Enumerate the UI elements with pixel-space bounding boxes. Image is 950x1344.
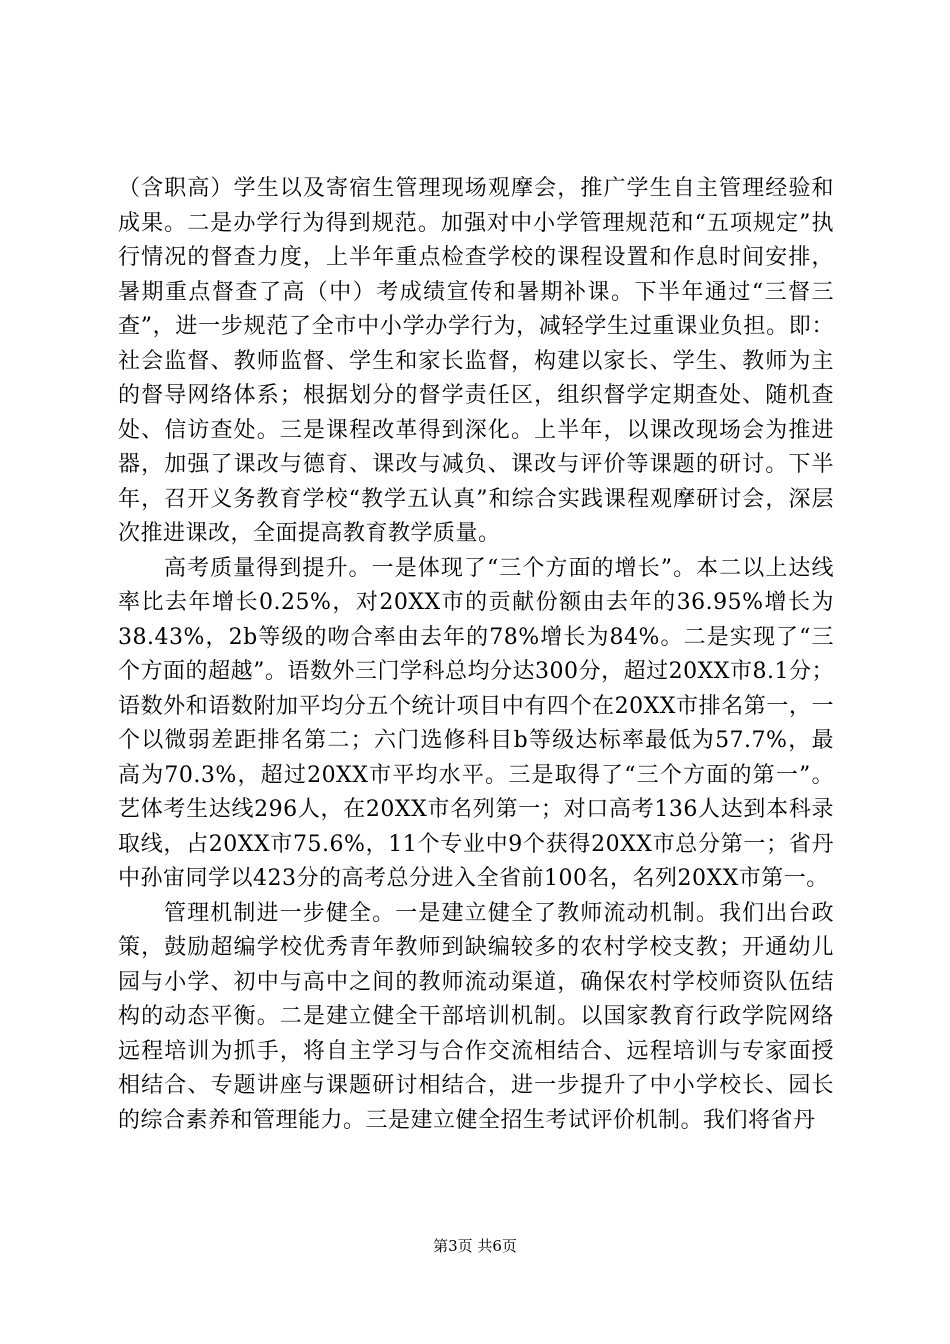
paragraph-gaokao-quality: 高考质量得到提升。一是体现了“三个方面的增长”。本二以上达线率比去年增长0.25%，对20XX市的贡献份额由去年的36.95%增长为38.43%，2b等级的吻合率由去年的78%增长为84%。二是实现了“三个方面的超越”。语数外三门学科总均分达300分，超过20XX市8.1分；语数外和语数附加平均分五个统计项目中有四个在20XX市排名第一，一个以微弱差距排名第二；六门选修科目b等级达标率最低为57.7%，最高为70.3%，超过20XX市平均水平。三是取得了“三个方面的第一”。艺体考生达线296人，在20XX市名列第一；对口高考136人达到本科录取线，占20XX市75.6%，11个专业中9个获得20XX市总分第一；省丹中孙宙同学以423分的高考总分进入全省前100名，名列20XX市第一。: [118, 555, 834, 891]
page-number-label: 第3页 共6页: [433, 1237, 517, 1255]
paragraph-continuation: （含职高）学生以及寄宿生管理现场观摩会，推广学生自主管理经验和成果。二是办学行为得到规范。加强对中小学管理规范和“五项规定”执行情况的督查力度，上半年重点检查学校的课程设置和作息时间安排，暑期重点督查了高（中）考成绩宣传和暑期补课。下半年通过“三督三查”，进一步规范了全市中小学办学行为，减轻学生过重课业负担。即：社会监督、教师监督、学生和家长监督，构建以家长、学生、教师为主的督导网络体系；根据划分的督学责任区，组织督学定期查处、随机查处、信访查处。三是课程改革得到深化。上半年，以课改现场会为推进器，加强了课改与德育、课改与减负、课改与评价等课题的研讨。下半年，召开义务教育学校“教学五认真”和综合实践课程观摩研讨会，深层次推进课改，全面提高教育教学质量。: [118, 176, 834, 546]
document-body: [118, 172, 834, 1138]
paragraph-management-mechanism: 管理机制进一步健全。一是建立健全了教师流动机制。我们出台政策，鼓励超编学校优秀青年教师到缺编较多的农村学校支教；开通幼儿园与小学、初中与高中之间的教师流动渠道，确保农村学校师资队伍结构的动态平衡。二是建立健全干部培训机制。以国家教育行政学院网络远程培训为抓手，将自主学习与合作交流相结合、远程培训与专家面授相结合、专题讲座与课题研讨相结合，进一步提升了中小学校长、园长的综合素养和管理能力。三是建立健全招生考试评价机制。我们将省丹: [118, 900, 834, 1133]
page-footer: [0, 1236, 950, 1256]
